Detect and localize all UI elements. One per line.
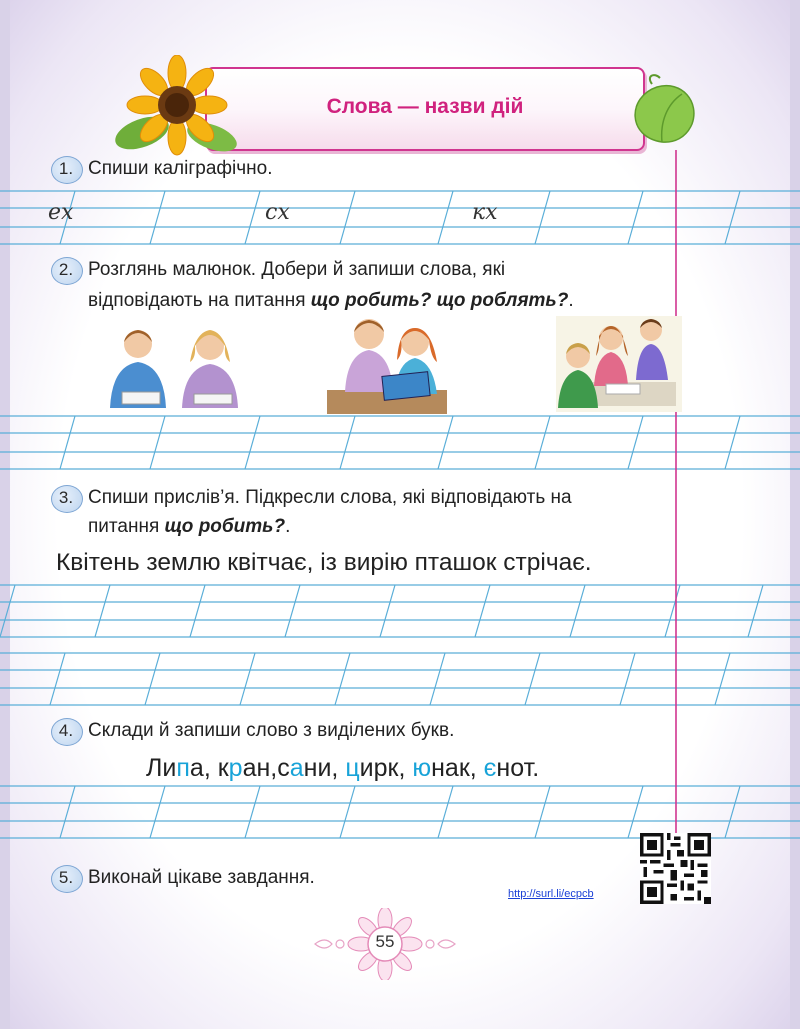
task-4-text: Склади й запиши слово з виділених букв.: [88, 720, 455, 741]
boy-girl-writing-illustration: [100, 318, 250, 410]
word-4: цирк,: [345, 754, 406, 782]
title-banner: [205, 67, 645, 151]
word-3: сани,: [277, 754, 339, 782]
task-1-number: 1.: [53, 158, 79, 180]
qr-code-icon[interactable]: [640, 833, 711, 904]
task-5-number: 5.: [53, 867, 79, 889]
task-2-line-2: відповідають на питання що робить? що роблять?.: [88, 290, 574, 311]
task-5-text: Виконай цікаве завдання.: [88, 867, 315, 888]
task-4-words: [146, 754, 539, 783]
word-2: кран,: [210, 754, 278, 782]
task-3-line-2: питання що робить?.: [88, 516, 291, 537]
proverb: Квітень землю квітчає, із вирію пташок стрічає.: [56, 549, 592, 576]
word-1: Липа,: [146, 754, 211, 782]
task-3-number: 3.: [53, 487, 79, 509]
task-4-number: 4.: [53, 720, 79, 742]
children-reading-illustration: [327, 312, 447, 414]
page-number: 55: [375, 932, 395, 951]
qr-link[interactable]: http://surl.li/ecpcb: [508, 888, 594, 900]
word-5: юнак,: [412, 754, 477, 782]
sample-3: кх: [472, 200, 498, 225]
task-2-line-1: Розглянь малюнок. Добери й запиши слова, які: [88, 259, 506, 280]
word-6: єнот.: [483, 754, 540, 782]
page-title: Слова — назви дій: [326, 95, 524, 118]
sunflower-icon: [112, 55, 242, 160]
task-3-line-1: Спиши прислів’я. Підкресли слова, які відповідають на: [88, 487, 572, 508]
task-2-number: 2.: [53, 259, 79, 281]
children-group-illustration: [556, 316, 682, 412]
leaf-icon: [622, 72, 702, 152]
sample-1: ех: [48, 200, 74, 225]
sample-2: сх: [265, 200, 290, 225]
task-1-text: Спиши каліграфічно.: [88, 158, 273, 179]
